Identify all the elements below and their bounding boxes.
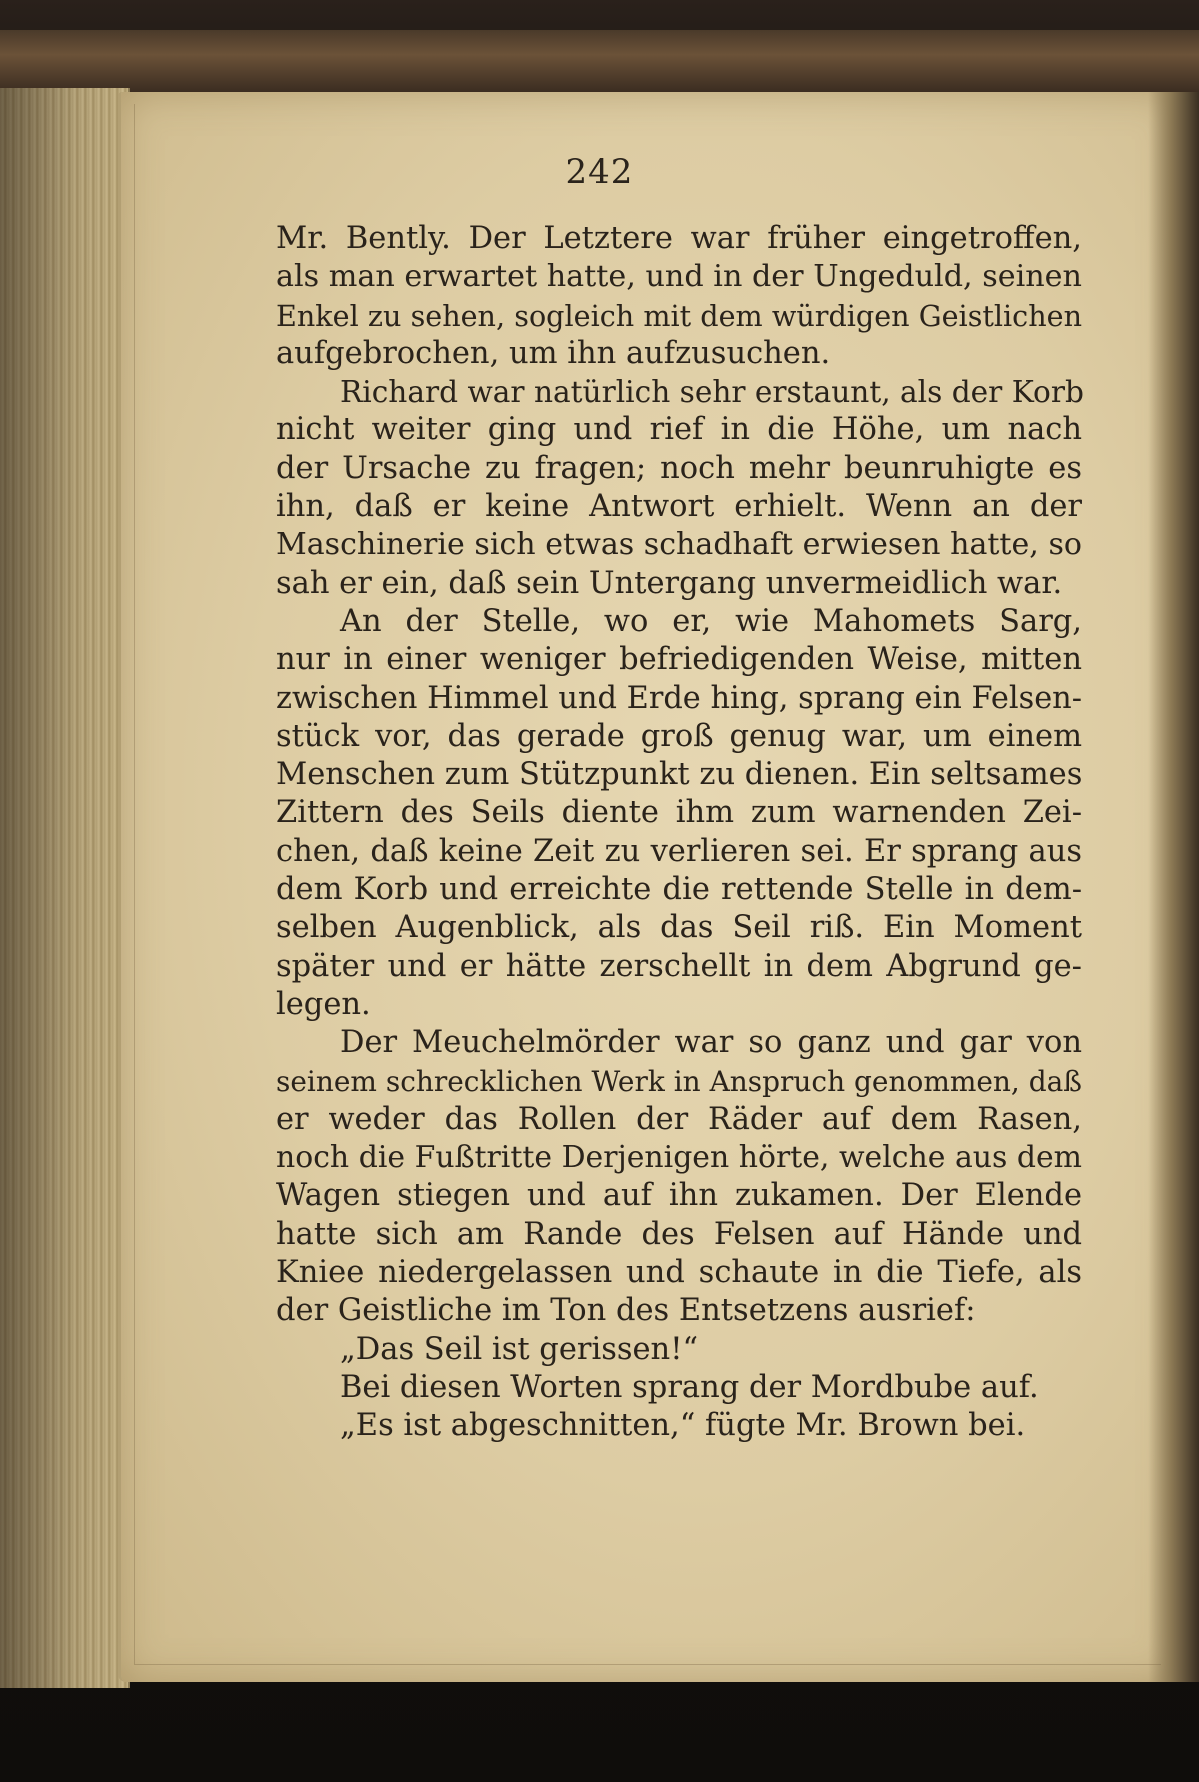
page-edges-shadow [0,88,128,1688]
text-line: Maschinerie sich etwas schadhaft erwiesen hatte, so [276,527,1082,563]
text-line: nur in einer weniger befriedigenden Weise, mitten [276,642,1082,678]
text-line: stück vor, das gerade groß genug war, um einem [276,718,1082,754]
binding-top-edge [0,30,1199,92]
text-line: der Geistliche im Ton des Entsetzens ausrief: [276,1293,976,1329]
page-number: 242 [565,152,634,192]
paragraph [276,1369,1082,1407]
text-line: Wagen stiegen und auf ihn zukamen. Der Elende [276,1178,1082,1214]
text-line: „Das Seil ist gerissen!“ [340,1331,699,1367]
text-line: hatte sich am Rande des Felsen auf Hände und [276,1216,1082,1252]
text-line: zwischen Himmel und Erde hing, sprang ein Felsen- [276,680,1082,716]
text-line: Mr. Bently. Der Letztere war früher eingetroffen, [276,221,1082,256]
paragraph [276,603,1082,1024]
text-line: seinem schrecklichen Werk in Anspruch genommen, daß [276,1064,1082,1098]
text-line: An der Stelle, wo er, wie Mahomets Sarg, [340,603,1082,639]
text-line: nicht weiter ging und rief in die Höhe, um nach [276,412,1082,448]
paragraph [276,220,1082,373]
text-line: Enkel zu sehen, sogleich mit dem würdigen Geistlichen [276,298,1082,333]
text-line: chen, daß keine Zeit zu verlieren sei. Er sprang aus [276,833,1082,869]
text-line: als man erwartet hatte, und in der Ungeduld, seinen [276,259,1082,295]
text-line: Richard war natürlich sehr erstaunt, als der Korb [340,375,1084,410]
paragraph [276,1331,1082,1369]
paragraph [276,373,1082,603]
text-line: Zittern des Seils diente ihm zum warnenden Zei- [276,795,1082,831]
text-line: später und er hätte zerschellt in dem Abgrund ge- [276,948,1082,984]
body-text [276,220,1082,1446]
text-line: legen. [276,986,371,1022]
text-line: noch die Fußtritte Derjenigen hörte, welche aus dem [276,1140,1082,1176]
text-line: Kniee niedergelassen und schaute in die Tiefe, als [276,1255,1082,1291]
text-line: Der Meuchelmörder war so ganz und gar von [340,1025,1082,1061]
text-line: er weder das Rollen der Räder auf dem Rasen, [276,1101,1082,1137]
text-line: dem Korb und erreichte die rettende Stelle in dem- [276,872,1082,908]
text-line: aufgebrochen, um ihn aufzusuchen. [276,335,831,371]
text-line: Bei diesen Worten sprang der Mordbube auf. [340,1369,1039,1405]
text-line: selben Augenblick, als das Seil riß. Ein Moment [276,910,1082,946]
text-line: sah er ein, daß sein Untergang unvermeidlich war. [276,565,1063,601]
paragraph [276,1407,1082,1445]
text-line: „Es ist abgeschnitten,“ fügte Mr. Brown bei. [340,1408,1026,1444]
text-line: Menschen zum Stützpunkt zu dienen. Ein seltsames [276,757,1083,793]
text-line: der Ursache zu fragen; noch mehr beunruhigte es [276,450,1082,486]
text-line: ihn, daß er keine Antwort erhielt. Wenn an der [276,489,1082,525]
paragraph [276,1024,1082,1330]
